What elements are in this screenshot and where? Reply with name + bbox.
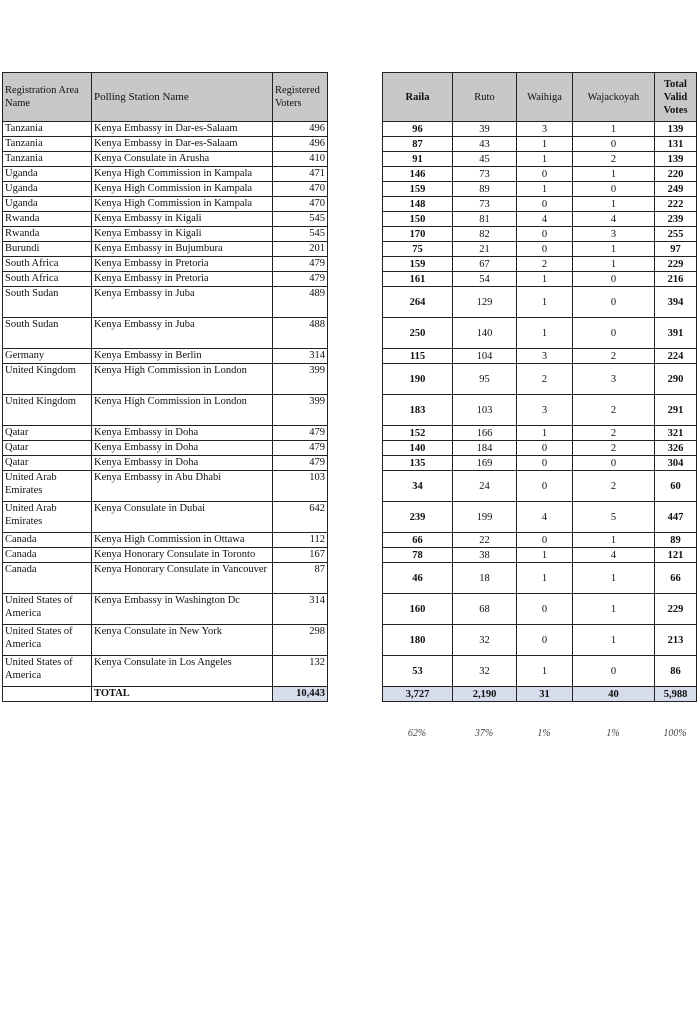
table-row xyxy=(3,227,328,242)
registered-voters-cell: 399 xyxy=(273,364,328,395)
total-valid-votes-cell: 89 xyxy=(655,533,697,548)
waihiga-votes-cell: 4 xyxy=(517,212,573,227)
polling-station-table xyxy=(2,72,328,702)
total-valid-votes-cell: 321 xyxy=(655,426,697,441)
polling-station-cell: Kenya High Commission in Kampala xyxy=(92,197,273,212)
table-row xyxy=(3,257,328,272)
wajackoyah-votes-cell: 0 xyxy=(573,456,655,471)
registered-voters-cell: 479 xyxy=(273,441,328,456)
waihiga-votes-cell: 0 xyxy=(517,471,573,502)
registered-voters-cell: 479 xyxy=(273,456,328,471)
registration-area-cell: United States of America xyxy=(3,625,92,656)
polling-station-cell: Kenya Embassy in Pretoria xyxy=(92,257,273,272)
total-waihiga: 31 xyxy=(517,687,573,702)
registered-voters-cell: 167 xyxy=(273,548,328,563)
ruto-votes-cell: 73 xyxy=(453,197,517,212)
raila-votes-cell: 148 xyxy=(383,197,453,212)
polling-station-cell: Kenya Embassy in Dar-es-Salaam xyxy=(92,122,273,137)
wajackoyah-votes-cell: 2 xyxy=(573,152,655,167)
waihiga-votes-cell: 1 xyxy=(517,287,573,318)
table-row xyxy=(3,349,328,364)
table-row xyxy=(3,152,328,167)
total-valid-votes-cell: 66 xyxy=(655,563,697,594)
ruto-votes-cell: 21 xyxy=(453,242,517,257)
table-row xyxy=(383,471,697,502)
table-row xyxy=(383,456,697,471)
table-row xyxy=(3,364,328,395)
right-header-row xyxy=(383,73,697,122)
registration-area-cell: Rwanda xyxy=(3,227,92,242)
table-row xyxy=(3,656,328,687)
table-row xyxy=(3,594,328,625)
wajackoyah-votes-cell: 0 xyxy=(573,287,655,318)
raila-votes-cell: 161 xyxy=(383,272,453,287)
ruto-votes-cell: 32 xyxy=(453,625,517,656)
total-valid-votes-cell: 220 xyxy=(655,167,697,182)
waihiga-votes-cell: 1 xyxy=(517,426,573,441)
total-blank-cell xyxy=(3,687,92,702)
raila-votes-cell: 87 xyxy=(383,137,453,152)
table-row xyxy=(3,137,328,152)
table-row xyxy=(3,502,328,533)
polling-station-cell: Kenya Embassy in Juba xyxy=(92,287,273,318)
table-row xyxy=(3,395,328,426)
table-row xyxy=(3,287,328,318)
raila-votes-cell: 135 xyxy=(383,456,453,471)
pct-total: 100% xyxy=(663,728,687,739)
registered-voters-cell: 399 xyxy=(273,395,328,426)
total-valid-votes-cell: 291 xyxy=(655,395,697,426)
table-row xyxy=(383,167,697,182)
raila-votes-cell: 96 xyxy=(383,122,453,137)
registered-voters-cell: 314 xyxy=(273,349,328,364)
registration-area-cell: Uganda xyxy=(3,182,92,197)
total-valid-votes-cell: 222 xyxy=(655,197,697,212)
registered-voters-cell: 488 xyxy=(273,318,328,349)
ruto-votes-cell: 39 xyxy=(453,122,517,137)
polling-station-cell: Kenya Embassy in Juba xyxy=(92,318,273,349)
wajackoyah-votes-cell: 0 xyxy=(573,182,655,197)
wajackoyah-votes-cell: 1 xyxy=(573,197,655,212)
registration-area-cell: Uganda xyxy=(3,167,92,182)
registration-area-cell: Canada xyxy=(3,548,92,563)
ruto-votes-cell: 43 xyxy=(453,137,517,152)
waihiga-votes-cell: 0 xyxy=(517,533,573,548)
wajackoyah-votes-cell: 2 xyxy=(573,426,655,441)
ruto-votes-cell: 169 xyxy=(453,456,517,471)
table-row xyxy=(383,625,697,656)
registered-voters-cell: 479 xyxy=(273,426,328,441)
wajackoyah-votes-cell: 2 xyxy=(573,441,655,456)
registered-voters-cell: 201 xyxy=(273,242,328,257)
registration-area-cell: Qatar xyxy=(3,441,92,456)
registered-voters-cell: 314 xyxy=(273,594,328,625)
total-valid-votes-cell: 224 xyxy=(655,349,697,364)
registered-voters-cell: 479 xyxy=(273,257,328,272)
waihiga-votes-cell: 1 xyxy=(517,548,573,563)
table-row xyxy=(383,395,697,426)
registered-voters-cell: 479 xyxy=(273,272,328,287)
wajackoyah-votes-cell: 2 xyxy=(573,349,655,364)
total-valid-votes-cell: 229 xyxy=(655,594,697,625)
wajackoyah-votes-cell: 3 xyxy=(573,364,655,395)
registration-area-cell: United Arab Emirates xyxy=(3,502,92,533)
table-row xyxy=(383,349,697,364)
registered-voters-cell: 471 xyxy=(273,167,328,182)
waihiga-votes-cell: 4 xyxy=(517,502,573,533)
registration-area-cell: United States of America xyxy=(3,594,92,625)
ruto-votes-cell: 199 xyxy=(453,502,517,533)
total-valid-votes-cell: 216 xyxy=(655,272,697,287)
raila-votes-cell: 146 xyxy=(383,167,453,182)
registered-voters-cell: 545 xyxy=(273,212,328,227)
table-row xyxy=(383,182,697,197)
table-row xyxy=(383,137,697,152)
wajackoyah-votes-cell: 2 xyxy=(573,471,655,502)
registration-area-cell: Tanzania xyxy=(3,152,92,167)
total-registered-voters: 10,443 xyxy=(273,687,328,702)
header-registered-voters: Registered Voters xyxy=(273,73,328,122)
polling-station-cell: Kenya Embassy in Bujumbura xyxy=(92,242,273,257)
ruto-votes-cell: 45 xyxy=(453,152,517,167)
table-row xyxy=(383,227,697,242)
total-raila: 3,727 xyxy=(383,687,453,702)
registration-area-cell: South Sudan xyxy=(3,318,92,349)
wajackoyah-votes-cell: 1 xyxy=(573,257,655,272)
wajackoyah-votes-cell: 1 xyxy=(573,563,655,594)
polling-station-cell: Kenya Honorary Consulate in Vancouver xyxy=(92,563,273,594)
waihiga-votes-cell: 1 xyxy=(517,318,573,349)
waihiga-votes-cell: 0 xyxy=(517,441,573,456)
polling-station-cell: Kenya Consulate in Dubai xyxy=(92,502,273,533)
total-valid-votes-cell: 131 xyxy=(655,137,697,152)
ruto-votes-cell: 18 xyxy=(453,563,517,594)
table-row xyxy=(383,502,697,533)
ruto-votes-cell: 103 xyxy=(453,395,517,426)
registered-voters-cell: 112 xyxy=(273,533,328,548)
total-valid-votes-cell: 60 xyxy=(655,471,697,502)
total-valid-votes-cell: 86 xyxy=(655,656,697,687)
registration-area-cell: United Kingdom xyxy=(3,364,92,395)
table-row xyxy=(383,533,697,548)
polling-station-cell: Kenya Embassy in Washington Dc xyxy=(92,594,273,625)
ruto-votes-cell: 95 xyxy=(453,364,517,395)
registered-voters-cell: 103 xyxy=(273,471,328,502)
table-row xyxy=(3,122,328,137)
table-row xyxy=(3,426,328,441)
table-row xyxy=(3,441,328,456)
polling-station-cell: Kenya High Commission in Ottawa xyxy=(92,533,273,548)
registered-voters-cell: 545 xyxy=(273,227,328,242)
registered-voters-cell: 470 xyxy=(273,182,328,197)
ruto-votes-cell: 22 xyxy=(453,533,517,548)
total-row xyxy=(3,687,328,702)
table-row xyxy=(383,122,697,137)
raila-votes-cell: 34 xyxy=(383,471,453,502)
waihiga-votes-cell: 0 xyxy=(517,197,573,212)
polling-station-cell: Kenya Consulate in New York xyxy=(92,625,273,656)
ruto-votes-cell: 38 xyxy=(453,548,517,563)
ruto-votes-cell: 82 xyxy=(453,227,517,242)
table-row xyxy=(383,318,697,349)
waihiga-votes-cell: 1 xyxy=(517,272,573,287)
polling-station-cell: Kenya High Commission in Kampala xyxy=(92,167,273,182)
table-row xyxy=(3,456,328,471)
total-valid-votes-cell: 447 xyxy=(655,502,697,533)
total-row xyxy=(383,687,697,702)
waihiga-votes-cell: 0 xyxy=(517,456,573,471)
registration-area-cell: Burundi xyxy=(3,242,92,257)
raila-votes-cell: 159 xyxy=(383,182,453,197)
header-raila: Raila xyxy=(383,73,453,122)
polling-station-cell: Kenya Consulate in Los Angeles xyxy=(92,656,273,687)
waihiga-votes-cell: 3 xyxy=(517,395,573,426)
left-header-row xyxy=(3,73,328,122)
polling-station-cell: Kenya Consulate in Arusha xyxy=(92,152,273,167)
table-row xyxy=(383,197,697,212)
table-row xyxy=(3,318,328,349)
table-row xyxy=(383,212,697,227)
raila-votes-cell: 115 xyxy=(383,349,453,364)
registered-voters-cell: 470 xyxy=(273,197,328,212)
total-valid-votes-cell: 139 xyxy=(655,152,697,167)
table-row xyxy=(3,625,328,656)
wajackoyah-votes-cell: 0 xyxy=(573,318,655,349)
registered-voters-cell: 410 xyxy=(273,152,328,167)
registered-voters-cell: 496 xyxy=(273,137,328,152)
ruto-votes-cell: 89 xyxy=(453,182,517,197)
registration-area-cell: United Kingdom xyxy=(3,395,92,426)
registration-area-cell: South Sudan xyxy=(3,287,92,318)
waihiga-votes-cell: 0 xyxy=(517,167,573,182)
table-row xyxy=(3,242,328,257)
raila-votes-cell: 190 xyxy=(383,364,453,395)
table-row xyxy=(383,656,697,687)
wajackoyah-votes-cell: 1 xyxy=(573,242,655,257)
raila-votes-cell: 160 xyxy=(383,594,453,625)
wajackoyah-votes-cell: 4 xyxy=(573,212,655,227)
table-row xyxy=(383,548,697,563)
total-valid-votes-cell: 394 xyxy=(655,287,697,318)
polling-station-cell: Kenya Embassy in Doha xyxy=(92,456,273,471)
polling-station-cell: Kenya High Commission in London xyxy=(92,395,273,426)
ruto-votes-cell: 184 xyxy=(453,441,517,456)
ruto-votes-cell: 67 xyxy=(453,257,517,272)
wajackoyah-votes-cell: 0 xyxy=(573,137,655,152)
ruto-votes-cell: 54 xyxy=(453,272,517,287)
total-valid-votes-cell: 255 xyxy=(655,227,697,242)
polling-station-cell: Kenya Embassy in Abu Dhabi xyxy=(92,471,273,502)
registered-voters-cell: 87 xyxy=(273,563,328,594)
registered-voters-cell: 132 xyxy=(273,656,328,687)
wajackoyah-votes-cell: 2 xyxy=(573,395,655,426)
header-polling-station: Polling Station Name xyxy=(92,73,273,122)
waihiga-votes-cell: 1 xyxy=(517,656,573,687)
raila-votes-cell: 159 xyxy=(383,257,453,272)
ruto-votes-cell: 166 xyxy=(453,426,517,441)
total-valid-votes-cell: 239 xyxy=(655,212,697,227)
table-row xyxy=(3,563,328,594)
pct-raila: 62% xyxy=(407,728,427,739)
registered-voters-cell: 642 xyxy=(273,502,328,533)
total-valid-votes-cell: 121 xyxy=(655,548,697,563)
ruto-votes-cell: 68 xyxy=(453,594,517,625)
raila-votes-cell: 152 xyxy=(383,426,453,441)
waihiga-votes-cell: 0 xyxy=(517,625,573,656)
wajackoyah-votes-cell: 3 xyxy=(573,227,655,242)
polling-station-cell: Kenya Embassy in Doha xyxy=(92,441,273,456)
table-row xyxy=(3,533,328,548)
registration-area-cell: United Arab Emirates xyxy=(3,471,92,502)
waihiga-votes-cell: 0 xyxy=(517,242,573,257)
table-row xyxy=(383,441,697,456)
registration-area-cell: South Africa xyxy=(3,257,92,272)
waihiga-votes-cell: 1 xyxy=(517,137,573,152)
total-label: TOTAL xyxy=(92,687,273,702)
raila-votes-cell: 170 xyxy=(383,227,453,242)
waihiga-votes-cell: 1 xyxy=(517,182,573,197)
raila-votes-cell: 150 xyxy=(383,212,453,227)
total-valid-votes-cell: 213 xyxy=(655,625,697,656)
waihiga-votes-cell: 0 xyxy=(517,594,573,625)
registration-area-cell: Qatar xyxy=(3,426,92,441)
header-ruto: Ruto xyxy=(453,73,517,122)
registered-voters-cell: 298 xyxy=(273,625,328,656)
table-row xyxy=(383,152,697,167)
header-waihiga: Waihiga xyxy=(517,73,573,122)
registration-area-cell: Qatar xyxy=(3,456,92,471)
waihiga-votes-cell: 0 xyxy=(517,227,573,242)
total-valid-votes-cell: 249 xyxy=(655,182,697,197)
header-total-valid-votes: Total Valid Votes xyxy=(655,73,697,122)
polling-station-cell: Kenya High Commission in Kampala xyxy=(92,182,273,197)
raila-votes-cell: 140 xyxy=(383,441,453,456)
pct-waihiga: 1% xyxy=(537,728,551,739)
waihiga-votes-cell: 2 xyxy=(517,257,573,272)
polling-station-cell: Kenya Embassy in Berlin xyxy=(92,349,273,364)
waihiga-votes-cell: 2 xyxy=(517,364,573,395)
raila-votes-cell: 75 xyxy=(383,242,453,257)
table-row xyxy=(3,182,328,197)
raila-votes-cell: 46 xyxy=(383,563,453,594)
table-row xyxy=(3,167,328,182)
wajackoyah-votes-cell: 1 xyxy=(573,122,655,137)
ruto-votes-cell: 73 xyxy=(453,167,517,182)
table-row xyxy=(3,197,328,212)
total-valid-votes: 5,988 xyxy=(655,687,697,702)
wajackoyah-votes-cell: 1 xyxy=(573,625,655,656)
wajackoyah-votes-cell: 1 xyxy=(573,594,655,625)
ruto-votes-cell: 32 xyxy=(453,656,517,687)
wajackoyah-votes-cell: 1 xyxy=(573,533,655,548)
polling-station-cell: Kenya Embassy in Pretoria xyxy=(92,272,273,287)
total-valid-votes-cell: 97 xyxy=(655,242,697,257)
polling-station-cell: Kenya Embassy in Kigali xyxy=(92,227,273,242)
table-row xyxy=(3,272,328,287)
raila-votes-cell: 180 xyxy=(383,625,453,656)
registration-area-cell: Canada xyxy=(3,563,92,594)
registered-voters-cell: 489 xyxy=(273,287,328,318)
total-valid-votes-cell: 304 xyxy=(655,456,697,471)
ruto-votes-cell: 129 xyxy=(453,287,517,318)
registration-area-cell: Uganda xyxy=(3,197,92,212)
waihiga-votes-cell: 1 xyxy=(517,563,573,594)
table-row xyxy=(383,426,697,441)
polling-station-cell: Kenya High Commission in London xyxy=(92,364,273,395)
polling-station-cell: Kenya Embassy in Doha xyxy=(92,426,273,441)
registration-area-cell: Canada xyxy=(3,533,92,548)
table-row xyxy=(3,548,328,563)
total-valid-votes-cell: 391 xyxy=(655,318,697,349)
ruto-votes-cell: 140 xyxy=(453,318,517,349)
total-valid-votes-cell: 229 xyxy=(655,257,697,272)
raila-votes-cell: 183 xyxy=(383,395,453,426)
raila-votes-cell: 53 xyxy=(383,656,453,687)
wajackoyah-votes-cell: 5 xyxy=(573,502,655,533)
header-wajackoyah: Wajackoyah xyxy=(573,73,655,122)
registration-area-cell: United States of America xyxy=(3,656,92,687)
pct-wajackoyah: 1% xyxy=(606,728,620,739)
raila-votes-cell: 78 xyxy=(383,548,453,563)
table-row xyxy=(383,257,697,272)
raila-votes-cell: 239 xyxy=(383,502,453,533)
polling-station-cell: Kenya Embassy in Kigali xyxy=(92,212,273,227)
table-row xyxy=(383,594,697,625)
table-row xyxy=(383,287,697,318)
total-valid-votes-cell: 139 xyxy=(655,122,697,137)
polling-station-cell: Kenya Honorary Consulate in Toronto xyxy=(92,548,273,563)
results-table xyxy=(382,72,697,702)
registration-area-cell: Tanzania xyxy=(3,122,92,137)
raila-votes-cell: 264 xyxy=(383,287,453,318)
registration-area-cell: Rwanda xyxy=(3,212,92,227)
registration-area-cell: Germany xyxy=(3,349,92,364)
wajackoyah-votes-cell: 0 xyxy=(573,656,655,687)
table-row xyxy=(383,272,697,287)
waihiga-votes-cell: 1 xyxy=(517,152,573,167)
table-row xyxy=(383,364,697,395)
header-registration-area: Registration Area Name xyxy=(3,73,92,122)
table-row xyxy=(3,471,328,502)
total-wajackoyah: 40 xyxy=(573,687,655,702)
raila-votes-cell: 66 xyxy=(383,533,453,548)
registration-area-cell: South Africa xyxy=(3,272,92,287)
wajackoyah-votes-cell: 4 xyxy=(573,548,655,563)
waihiga-votes-cell: 3 xyxy=(517,122,573,137)
table-row xyxy=(383,242,697,257)
total-valid-votes-cell: 326 xyxy=(655,441,697,456)
registration-area-cell: Tanzania xyxy=(3,137,92,152)
total-ruto: 2,190 xyxy=(453,687,517,702)
ruto-votes-cell: 104 xyxy=(453,349,517,364)
raila-votes-cell: 250 xyxy=(383,318,453,349)
wajackoyah-votes-cell: 1 xyxy=(573,167,655,182)
ruto-votes-cell: 24 xyxy=(453,471,517,502)
table-row xyxy=(3,212,328,227)
polling-station-cell: Kenya Embassy in Dar-es-Salaam xyxy=(92,137,273,152)
table-row xyxy=(383,563,697,594)
raila-votes-cell: 91 xyxy=(383,152,453,167)
waihiga-votes-cell: 3 xyxy=(517,349,573,364)
registered-voters-cell: 496 xyxy=(273,122,328,137)
total-valid-votes-cell: 290 xyxy=(655,364,697,395)
ruto-votes-cell: 81 xyxy=(453,212,517,227)
wajackoyah-votes-cell: 0 xyxy=(573,272,655,287)
pct-ruto: 37% xyxy=(474,728,494,739)
